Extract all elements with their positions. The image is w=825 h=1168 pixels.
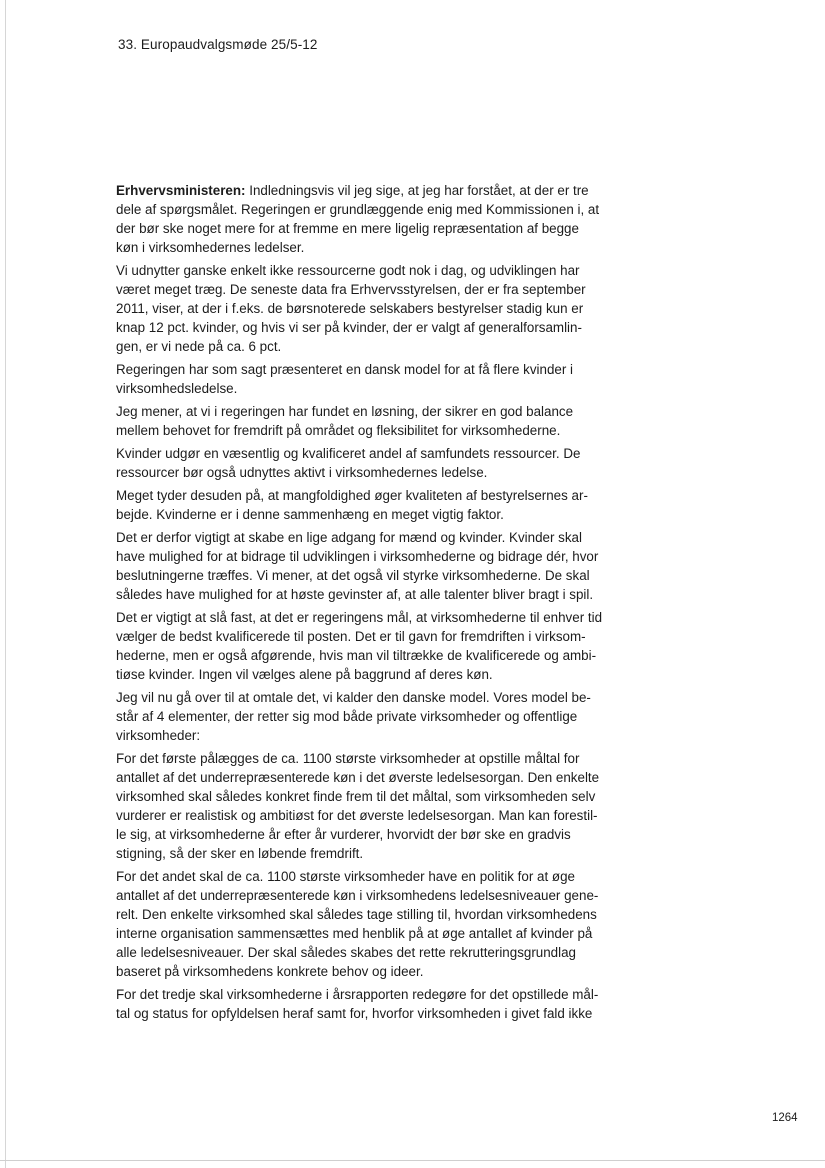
page-header: 33. Europaudvalgsmøde 25/5-12 bbox=[118, 37, 318, 52]
page-number: 1264 bbox=[772, 1112, 798, 1124]
text-line: tal og status for opfyldelsen heraf samt for, hvorfor virksomheden i givet fald ikke bbox=[116, 1006, 593, 1021]
text-line: antallet af det underrepræsenterede køn i virksomhedens ledelsesniveauer gene- bbox=[116, 888, 599, 903]
text-line: dele af spørgsmålet. Regeringen er grundlæggende enig med Kommissionen i, at bbox=[116, 202, 600, 217]
text-line: hederne, men er også afgørende, hvis man vil tiltrække de kvalificerede og ambi- bbox=[116, 648, 597, 663]
text-line: baseret på virksomhedens konkrete behov og ideer. bbox=[116, 964, 424, 979]
text-line: virksomhedsledelse. bbox=[116, 381, 238, 396]
text-line: relt. Den enkelte virksomhed skal således tage stilling til, hvordan virksomhedens bbox=[116, 907, 597, 922]
text-line: der bør ske noget mere for at fremme en mere ligelig repræsentation af begge bbox=[116, 221, 579, 236]
paragraph-2 bbox=[116, 261, 604, 356]
text-line: virksomheder: bbox=[116, 728, 201, 743]
scan-edge-left bbox=[5, 0, 6, 1168]
text-line: Jeg mener, at vi i regeringen har fundet en løsning, der sikrer en god balance bbox=[116, 404, 574, 419]
paragraph-3 bbox=[116, 360, 604, 398]
document-body bbox=[116, 181, 604, 1027]
text-line: står af 4 elementer, der retter sig mod både private virksomheder og offentlige bbox=[116, 709, 578, 724]
text-line: været meget træg. De seneste data fra Erhvervsstyrelsen, der er fra september bbox=[116, 282, 586, 297]
text-line: vurderer er realistisk og ambitiøst for det øverste ledelsesorgan. Man kan forestil- bbox=[116, 808, 598, 823]
text-line: For det andet skal de ca. 1100 største virksomheder have en politik for at øge bbox=[116, 869, 575, 884]
scan-edge-bottom bbox=[0, 1160, 825, 1161]
text-line: virksomhed skal således konkret finde frem til det måltal, som virksomheden selv bbox=[116, 789, 596, 804]
paragraph-9 bbox=[116, 688, 604, 745]
speaker-label: Erhvervsministeren: bbox=[116, 183, 246, 198]
text-line: ressourcer bør også udnyttes aktivt i virksomhedernes ledelse. bbox=[116, 465, 488, 480]
text-line-content: Indledningsvis vil jeg sige, at jeg har forstået, at der er tre bbox=[245, 183, 589, 198]
text-line: Regeringen har som sagt præsenteret en dansk model for at få flere kvinder i bbox=[116, 362, 574, 377]
text-line: interne organisation sammensættes med henblik på at øge antallet af kvinder på bbox=[116, 926, 593, 941]
text-line: bejde. Kvinderne er i denne sammenhæng en meget vigtig faktor. bbox=[116, 507, 504, 522]
text-line: køn i virksomhedernes ledelser. bbox=[116, 240, 305, 255]
paragraph-4 bbox=[116, 402, 604, 440]
text-line: Meget tyder desuden på, at mangfoldighed øger kvaliteten af bestyrelsernes ar- bbox=[116, 488, 588, 503]
paragraph-10 bbox=[116, 749, 604, 863]
text-line: Jeg vil nu gå over til at omtale det, vi kalder den danske model. Vores model be- bbox=[116, 690, 591, 705]
text-line: beslutningerne træffes. Vi mener, at det også vil styrke virksomhederne. De skal bbox=[116, 568, 590, 583]
text-line: alle ledelsesniveauer. Der skal således skabes det rette rekrutteringsgrundlag bbox=[116, 945, 577, 960]
text-line: tiøse kvinder. Ingen vil vælges alene på baggrund af deres køn. bbox=[116, 667, 493, 682]
paragraph-11 bbox=[116, 867, 604, 981]
text-line: antallet af det underrepræsenterede køn i det øverste ledelsesorgan. Den enkelte bbox=[116, 770, 600, 785]
paragraph-1 bbox=[116, 181, 604, 257]
text-line: le sig, at virksomhederne år efter år vurderer, hvorvidt der bør ske en gradvis bbox=[116, 827, 571, 842]
text-line: gen, er vi nede på ca. 6 pct. bbox=[116, 339, 282, 354]
text-line: For det tredje skal virksomhederne i årsrapporten redegøre for det opstillede mål- bbox=[116, 987, 599, 1002]
text-line: Det er vigtigt at slå fast, at det er regeringens mål, at virksomhederne til enhver tid bbox=[116, 610, 603, 625]
paragraph-8 bbox=[116, 608, 604, 684]
text-line: vælger de bedst kvalificerede til posten. Det er til gavn for fremdriften i virksom- bbox=[116, 629, 586, 644]
paragraph-12 bbox=[116, 985, 604, 1023]
paragraph-5 bbox=[116, 444, 604, 482]
text-line: stigning, så der sker en løbende fremdrift. bbox=[116, 846, 364, 861]
text-line: mellem behovet for fremdrift på området og fleksibilitet for virksomhederne. bbox=[116, 423, 561, 438]
text-line: have mulighed for at bidrage til udviklingen i virksomhederne og bidrage dér, hvor bbox=[116, 549, 599, 564]
text-line: 2011, viser, at der i f.eks. de børsnoterede selskabers bestyrelser stadig kun er bbox=[116, 301, 584, 316]
text-line: Vi udnytter ganske enkelt ikke ressourcerne godt nok i dag, og udviklingen har bbox=[116, 263, 580, 278]
text-line: For det første pålægges de ca. 1100 største virksomheder at opstille måltal for bbox=[116, 751, 580, 766]
text-line: knap 12 pct. kvinder, og hvis vi ser på kvinder, der er valgt af generalforsamlin- bbox=[116, 320, 582, 335]
text-line: således have mulighed for at høste gevinster af, at alle talenter bliver bragt i spil. bbox=[116, 587, 594, 602]
paragraph-7 bbox=[116, 528, 604, 604]
paragraph-6 bbox=[116, 486, 604, 524]
text-line: Kvinder udgør en væsentlig og kvalificeret andel af samfundets ressourcer. De bbox=[116, 446, 581, 461]
text-line bbox=[116, 181, 604, 200]
text-line: Det er derfor vigtigt at skabe en lige adgang for mænd og kvinder. Kvinder skal bbox=[116, 530, 582, 545]
